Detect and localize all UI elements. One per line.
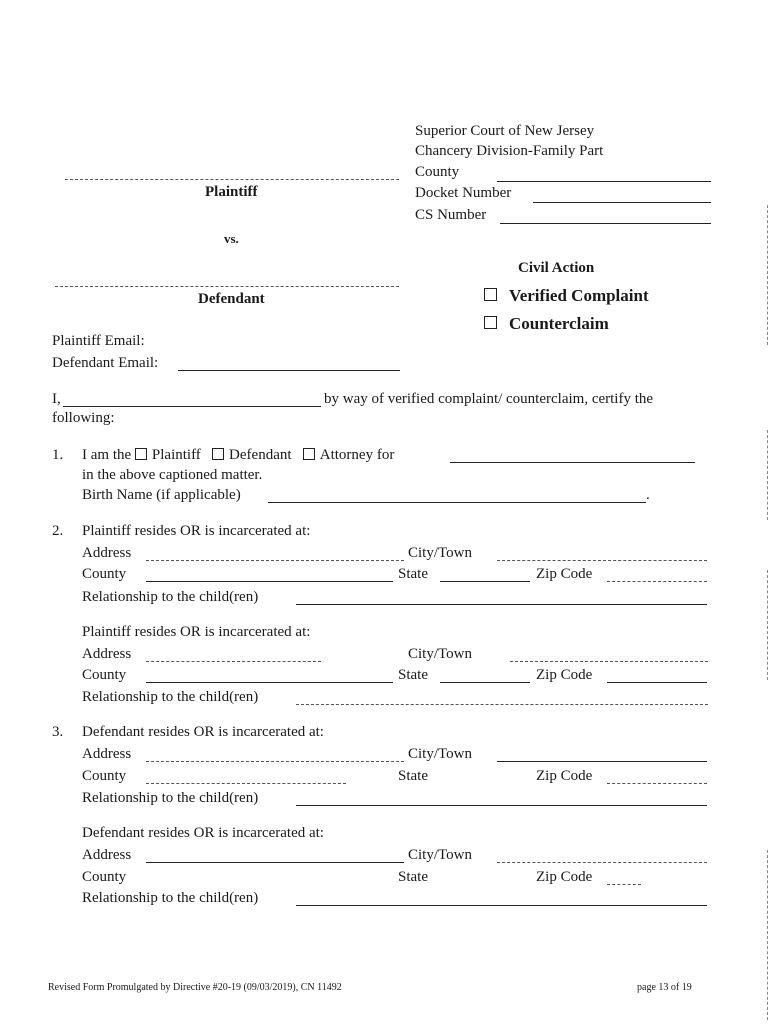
verified-complaint-checkbox[interactable] — [484, 288, 497, 301]
zip-label: Zip Code — [536, 566, 593, 582]
verified-complaint-option[interactable] — [484, 287, 649, 305]
county-label: County — [415, 164, 460, 180]
state-label: State — [398, 566, 428, 582]
defendant-relationship-field[interactable] — [296, 805, 707, 806]
item-2-number: 2. — [52, 523, 64, 539]
role-options — [82, 446, 394, 464]
plaintiff-relationship-field[interactable] — [296, 604, 707, 605]
defendant-caption: Defendant — [198, 291, 265, 307]
county-label: County — [82, 566, 127, 582]
iam-label: I am the — [82, 447, 132, 463]
defendant-city-field-2[interactable] — [497, 862, 707, 863]
defendant-county-field[interactable] — [146, 783, 346, 784]
defendant-relationship-field-2[interactable] — [296, 905, 707, 906]
plaintiff-state-field[interactable] — [440, 581, 530, 582]
zip-label: Zip Code — [536, 869, 593, 885]
attorney-for-field[interactable] — [450, 462, 695, 463]
scan-edge-mark — [767, 570, 768, 680]
city-label: City/Town — [408, 746, 472, 762]
plaintiff-email-label: Plaintiff Email: — [52, 333, 145, 349]
plaintiff-relationship-field-2[interactable] — [296, 704, 708, 705]
plaintiff-residence-heading-2: Plaintiff resides OR is incarcerated at: — [82, 624, 311, 640]
cs-field[interactable] — [500, 223, 711, 224]
county-label: County — [82, 869, 127, 885]
relationship-label: Relationship to the child(ren) — [82, 689, 259, 705]
plaintiff-address-field-2[interactable] — [146, 661, 321, 662]
court-name: Superior Court of New Jersey — [415, 123, 595, 139]
city-label: City/Town — [408, 545, 472, 561]
plaintiff-state-field-2[interactable] — [440, 682, 530, 683]
city-label: City/Town — [408, 847, 472, 863]
defendant-name-field[interactable] — [55, 286, 399, 287]
counterclaim-label: Counterclaim — [509, 314, 609, 333]
county-field[interactable] — [497, 181, 711, 182]
scan-edge-mark — [767, 850, 768, 1020]
relationship-label: Relationship to the child(ren) — [82, 589, 259, 605]
defendant-residence-heading-2: Defendant resides OR is incarcerated at: — [82, 825, 324, 841]
defendant-address-field-2[interactable] — [146, 862, 404, 863]
address-label: Address — [82, 847, 132, 863]
state-label: State — [398, 768, 428, 784]
zip-label: Zip Code — [536, 768, 593, 784]
cs-label: CS Number — [415, 207, 487, 223]
role-attorney-label: Attorney for — [319, 447, 395, 463]
address-label: Address — [82, 545, 132, 561]
relationship-label: Relationship to the child(ren) — [82, 790, 259, 806]
counterclaim-option[interactable] — [484, 315, 609, 333]
defendant-city-field[interactable] — [497, 761, 707, 762]
plaintiff-county-field[interactable] — [146, 581, 393, 582]
birth-name-field[interactable] — [268, 502, 646, 503]
verified-complaint-label: Verified Complaint — [509, 286, 649, 305]
certify-text: by way of verified complaint/ counterclaim, certify the — [324, 391, 654, 407]
footer-page-number: page 13 of 19 — [637, 982, 692, 993]
certify-prefix: I, — [52, 391, 61, 407]
vs-label: vs. — [224, 231, 239, 246]
defendant-address-field[interactable] — [146, 761, 404, 762]
role-defendant-checkbox[interactable] — [212, 448, 224, 460]
plaintiff-zip-field[interactable] — [607, 581, 707, 582]
address-label: Address — [82, 646, 132, 662]
role-defendant-label: Defendant — [229, 447, 292, 463]
defendant-zip-field[interactable] — [607, 783, 707, 784]
plaintiff-county-field-2[interactable] — [146, 682, 393, 683]
plaintiff-zip-field-2[interactable] — [607, 682, 707, 683]
plaintiff-residence-heading: Plaintiff resides OR is incarcerated at: — [82, 523, 311, 539]
footer-revised: Revised Form Promulgated by Directive #20-19 (09/03/2019), CN 11492 — [48, 982, 342, 993]
scan-edge-mark — [767, 205, 768, 345]
defendant-residence-heading: Defendant resides OR is incarcerated at: — [82, 724, 324, 740]
defendant-email-label: Defendant Email: — [52, 355, 159, 371]
plaintiff-name-field[interactable] — [65, 179, 399, 180]
state-label: State — [398, 667, 428, 683]
scan-edge-mark — [767, 430, 768, 520]
item-1-number: 1. — [52, 447, 64, 463]
role-plaintiff-label: Plaintiff — [151, 447, 201, 463]
birth-name-period: . — [646, 487, 650, 503]
city-label: City/Town — [408, 646, 472, 662]
certifier-name-field[interactable] — [63, 406, 321, 407]
zip-label: Zip Code — [536, 667, 593, 683]
birth-name-label: Birth Name (if applicable) — [82, 487, 241, 503]
address-label: Address — [82, 746, 132, 762]
defendant-email-field[interactable] — [178, 370, 400, 371]
defendant-zip-field-2[interactable] — [607, 884, 641, 885]
counterclaim-checkbox[interactable] — [484, 316, 497, 329]
county-label: County — [82, 667, 127, 683]
relationship-label: Relationship to the child(ren) — [82, 890, 259, 906]
plaintiff-caption: Plaintiff — [205, 184, 258, 200]
item-3-number: 3. — [52, 724, 64, 740]
docket-label: Docket Number — [415, 185, 512, 201]
role-attorney-checkbox[interactable] — [303, 448, 315, 460]
plaintiff-city-field[interactable] — [497, 560, 707, 561]
certify-following: following: — [52, 410, 115, 426]
role-plaintiff-checkbox[interactable] — [135, 448, 147, 460]
plaintiff-address-field[interactable] — [146, 560, 404, 561]
court-division: Chancery Division-Family Part — [415, 143, 604, 159]
county-label: County — [82, 768, 127, 784]
captioned-matter-text: in the above captioned matter. — [82, 467, 263, 483]
plaintiff-city-field-2[interactable] — [510, 661, 708, 662]
docket-field[interactable] — [533, 202, 711, 203]
state-label: State — [398, 869, 428, 885]
civil-action-label: Civil Action — [518, 260, 595, 276]
